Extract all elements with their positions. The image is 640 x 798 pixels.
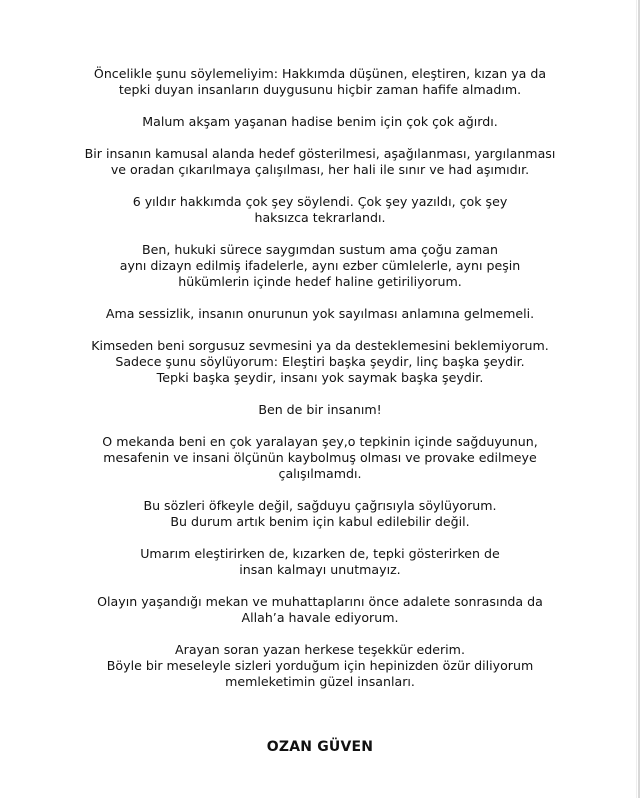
paragraph-line: Arayan soran yazan herkese teşekkür ederim. xyxy=(175,642,465,657)
paragraph xyxy=(0,66,640,98)
paragraph-line: hükümlerin içinde hedef haline getiriliyorum. xyxy=(178,274,462,289)
paragraph-line: O mekanda beni en çok yaralayan şey,o tepkinin içinde sağduyunun, xyxy=(102,434,538,449)
paragraph-line: çalışılmamdı. xyxy=(278,466,362,481)
paragraph-line: Malum akşam yaşanan hadise benim için çok çok ağırdı. xyxy=(142,114,498,129)
paragraph xyxy=(0,642,640,690)
paragraph-line: Ben, hukuki sürece saygımdan sustum ama çoğu zaman xyxy=(142,242,498,257)
paragraph-line: aynı dizayn edilmiş ifadelerle, aynı ezber cümlelerle, aynı peşin xyxy=(119,258,521,273)
paragraph-line: 6 yıldır hakkımda çok şey söylendi. Çok şey yazıldı, çok şey xyxy=(132,194,508,209)
paragraph xyxy=(0,546,640,578)
statement-body xyxy=(0,66,640,706)
paragraph xyxy=(0,242,640,290)
paragraph xyxy=(0,194,640,226)
paragraph-line: insan kalmayı unutmayız. xyxy=(239,562,401,577)
paragraph-line: Ben de bir insanım! xyxy=(258,402,382,417)
paragraph xyxy=(0,402,640,418)
paragraph-line: Kimseden beni sorgusuz sevmesini ya da desteklemesini beklemiyorum. xyxy=(91,338,549,353)
paragraph-line: Ama sessizlik, insanın onurunun yok sayılması anlamına gelmemeli. xyxy=(105,306,535,321)
paragraph-line: haksızca tekrarlandı. xyxy=(254,210,386,225)
paragraph-line: Böyle bir meseleyle sizleri yorduğum için hepinizden özür diliyorum xyxy=(106,658,534,673)
paragraph-line: Tepki başka şeydir, insanı yok saymak başka şeydir. xyxy=(156,370,484,385)
paragraph-line: Sadece şunu söylüyorum: Eleştiri başka şeydir, linç başka şeydir. xyxy=(115,354,525,369)
paragraph-line: Umarım eleştirirken de, kızarken de, tepki gösterirken de xyxy=(140,546,500,561)
paragraph xyxy=(0,498,640,530)
paragraph xyxy=(0,338,640,386)
paragraph xyxy=(0,306,640,322)
paragraph-line: tepki duyan insanların duygusunu hiçbir zaman hafife almadım. xyxy=(118,82,522,97)
paragraph-line: Öncelikle şunu söylemeliyim: Hakkımda düşünen, eleştiren, kızan ya da xyxy=(93,66,547,81)
paragraph xyxy=(0,434,640,482)
paragraph xyxy=(0,146,640,178)
signature: OZAN GÜVEN xyxy=(266,739,374,755)
paragraph xyxy=(0,594,640,626)
paragraph-line: Bir insanın kamusal alanda hedef gösterilmesi, aşağılanması, yargılanması xyxy=(84,146,556,161)
paragraph-line: Olayın yaşandığı mekan ve muhattaplarını önce adalete sonrasında da xyxy=(97,594,543,609)
paragraph-line: Bu durum artık benim için kabul edilebilir değil. xyxy=(170,514,470,529)
paragraph xyxy=(0,114,640,130)
paragraph-line: mesafenin ve insani ölçünün kaybolmuş olması ve provake edilmeye xyxy=(103,450,537,465)
paragraph-line: memleketimin güzel insanları. xyxy=(225,674,415,689)
paragraph-line: ve oradan çıkarılmaya çalışılması, her hali ile sınır ve had aşımıdır. xyxy=(110,162,530,177)
paragraph-line: Allah’a havale ediyorum. xyxy=(241,610,399,625)
paragraph-line: Bu sözleri öfkeyle değil, sağduyu çağrısıyla söylüyorum. xyxy=(143,498,497,513)
